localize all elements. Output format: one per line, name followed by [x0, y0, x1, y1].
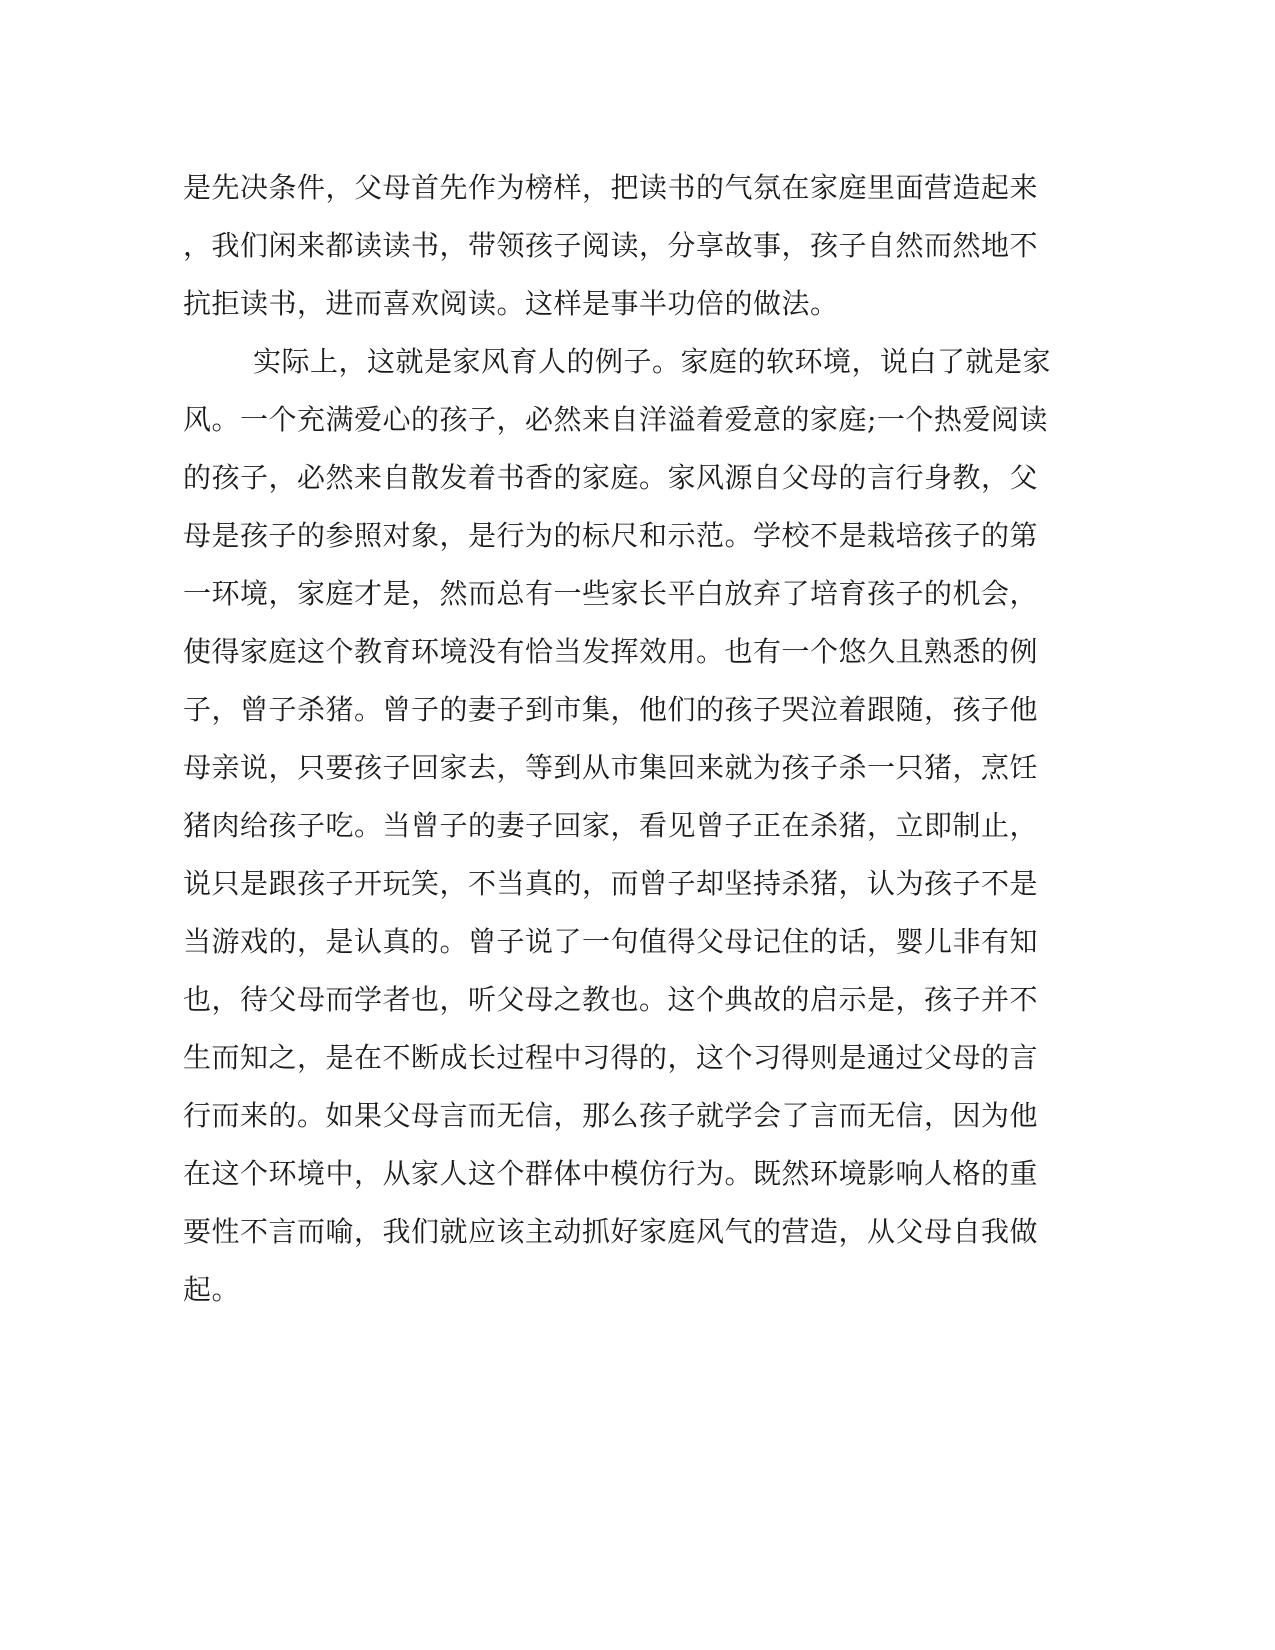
text-line: 的孩子，必然来自散发着书香的家庭。家风源自父母的言行身教，父	[183, 461, 1039, 494]
text-line: 一环境，家庭才是，然而总有一些家长平白放弃了培育孩子的机会，	[183, 577, 1039, 610]
text-line: 当游戏的，是认真的。曾子说了一句值得父母记住的话，婴儿非有知	[183, 925, 1039, 958]
text-line: 要性不言而喻，我们就应该主动抓好家庭风气的营造，从父母自我做	[183, 1215, 1039, 1248]
text-line: 猪肉给孩子吃。当曾子的妻子回家，看见曾子正在杀猪，立即制止，	[183, 809, 1039, 842]
text-line: 起。	[183, 1273, 241, 1306]
text-line: 母是孩子的参照对象，是行为的标尺和示范。学校不是栽培孩子的第	[183, 519, 1039, 552]
text-line: 子，曾子杀猪。曾子的妻子到市集，他们的孩子哭泣着跟随，孩子他	[183, 693, 1039, 726]
text-line: 抗拒读书，进而喜欢阅读。这样是事半功倍的做法。	[183, 287, 839, 320]
text-line: 风。一个充满爱心的孩子，必然来自洋溢着爱意的家庭;一个热爱阅读	[183, 403, 1048, 436]
text-line: 母亲说，只要孩子回家去，等到从市集回来就为孩子杀一只猪，烹饪	[183, 751, 1039, 784]
text-line: ，我们闲来都读读书，带领孩子阅读，分享故事，孩子自然而然地不	[183, 229, 1039, 262]
paragraph-2	[183, 333, 1083, 1319]
text-line: 说只是跟孩子开玩笑，不当真的，而曾子却坚持杀猪，认为孩子不是	[183, 867, 1039, 900]
text-line: 在这个环境中，从家人这个群体中模仿行为。既然环境影响人格的重	[183, 1157, 1039, 1190]
text-line: 使得家庭这个教育环境没有恰当发挥效用。也有一个悠久且熟悉的例	[183, 635, 1039, 668]
text-line: 是先决条件，父母首先作为榜样，把读书的气氛在家庭里面营造起来	[183, 171, 1039, 204]
text-line: 行而来的。如果父母言而无信，那么孩子就学会了言而无信，因为他	[183, 1099, 1039, 1132]
text-line: 生而知之，是在不断成长过程中习得的，这个习得则是通过父母的言	[183, 1041, 1039, 1074]
text-line: 实际上，这就是家风育人的例子。家庭的软环境，说白了就是家	[253, 345, 1052, 378]
paragraph-1	[183, 159, 1083, 333]
text-line: 也，待父母而学者也，听父母之教也。这个典故的启示是，孩子并不	[183, 983, 1039, 1016]
